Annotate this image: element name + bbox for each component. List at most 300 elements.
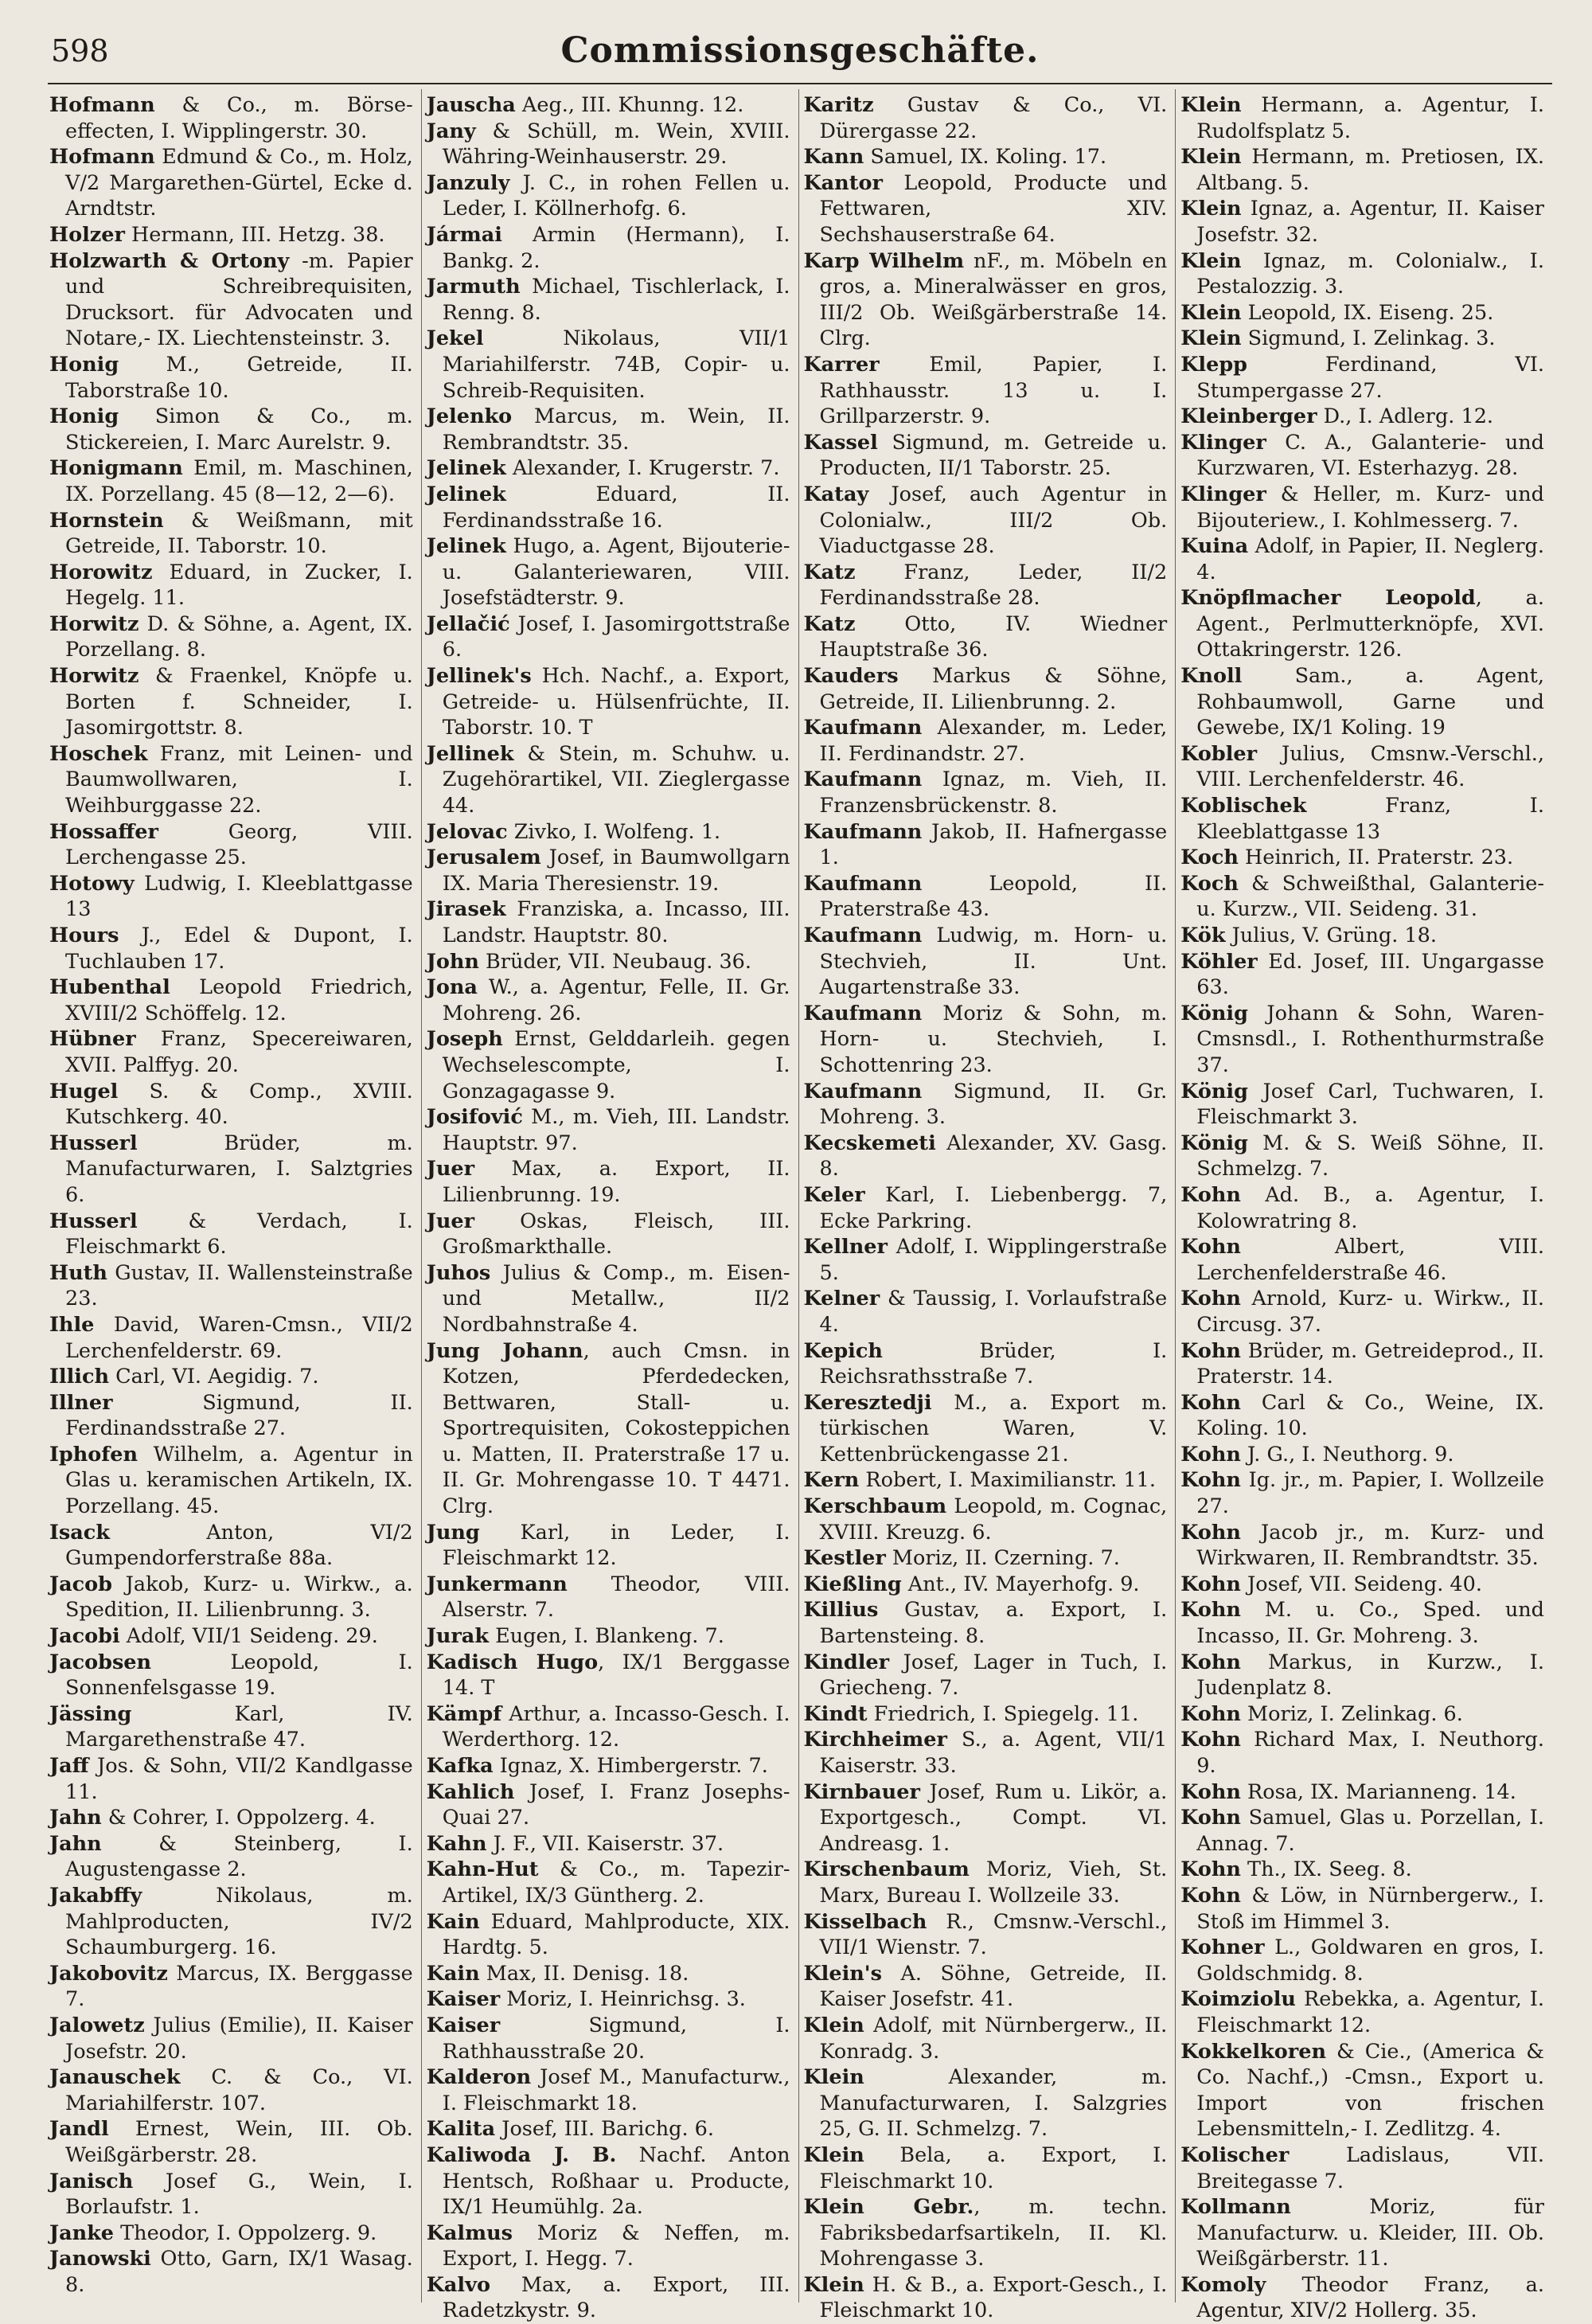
entry-details: David, Waren-Cmsn., VII/2 Lerchenfelderstr. 69. xyxy=(65,1312,413,1363)
directory-entry xyxy=(804,1597,1168,1649)
entry-name: Klein xyxy=(1180,145,1242,170)
directory-entry xyxy=(427,611,790,663)
entry-name: Jelinek xyxy=(426,482,506,506)
entry-details: Marcus, IX. Berggasse 7. xyxy=(65,1961,413,2012)
directory-entry xyxy=(49,352,413,404)
entry-name: Kolischer xyxy=(1180,2142,1290,2167)
directory-entry xyxy=(49,92,413,144)
entry-details: Hugo, a. Agent, Bijouterie- u. Galanteriewaren, VIII. Josefstädterstr. 9. xyxy=(442,534,790,611)
directory-entry xyxy=(49,1079,413,1131)
entry-details: Th., IX. Seeg. 8. xyxy=(1240,1857,1412,1882)
entry-details: Sigmund, II. Gr. Mohreng. 3. xyxy=(819,1079,1168,1130)
entry-details: Adolf, VII/1 Seideng. 29. xyxy=(119,1624,378,1649)
entry-details: & Stein, m. Schuhw. u. Zugehörartikel, VII. Zieglergasse 44. xyxy=(442,741,790,818)
entry-details: Josef G., Wein, I. Borlaufstr. 1. xyxy=(65,2169,413,2220)
entry-name: Klein Gebr. xyxy=(803,2195,974,2220)
entry-details: Michael, Tischlerlack, I. Renng. 8. xyxy=(442,275,790,325)
entry-details: & Co., m. Tapezir-Artikel, IX/3 Güntherg. 2. xyxy=(442,1857,790,1908)
directory-entry xyxy=(427,274,790,326)
directory-entry xyxy=(427,1260,790,1338)
directory-entry xyxy=(804,144,1168,170)
directory-entry xyxy=(804,430,1168,482)
entry-details: Josef M., Manufacturw., I. Fleischmarkt 18. xyxy=(442,2065,790,2115)
entry-name: Jármai xyxy=(426,222,502,247)
entry-details: Adolf, in Papier, II. Neglerg. 4. xyxy=(1196,534,1544,584)
directory-entry xyxy=(1180,1779,1544,1806)
entry-name: Keler xyxy=(803,1182,865,1207)
directory-entry xyxy=(1180,585,1544,663)
entry-details: Markus, in Kurzw., I. Judenplatz 8. xyxy=(1196,1650,1544,1701)
entry-details: Brüder, I. Reichsrathsstraße 7. xyxy=(819,1338,1168,1389)
directory-entry xyxy=(804,1131,1168,1182)
entry-name: Kaiser xyxy=(426,2013,501,2037)
entry-name: Kleinberger xyxy=(1180,404,1317,429)
entry-name: Janzuly xyxy=(426,170,510,195)
directory-entry xyxy=(804,1338,1168,1390)
directory-entry xyxy=(1180,1286,1544,1338)
entry-details: Josef, I. Jasomirgottstraße 6. xyxy=(442,611,790,662)
directory-entry xyxy=(427,663,790,741)
entry-name: Kohn xyxy=(1180,1338,1241,1363)
entry-details: Oskas, Fleisch, III. Großmarkthalle. xyxy=(442,1209,790,1260)
entry-details: Samuel, Glas u. Porzellan, I. Annag. 7. xyxy=(1196,1806,1544,1856)
entry-name: Klein xyxy=(1180,248,1242,273)
entry-details: Franz, mit Leinen- und Baumwollwaren, I. Weihburggasse 22. xyxy=(65,741,413,818)
directory-entry xyxy=(804,1234,1168,1286)
page-number: 598 xyxy=(51,33,109,68)
entry-details: Josef Carl, Tuchwaren, I. Fleischmarkt 3. xyxy=(1196,1079,1544,1130)
directory-entry xyxy=(49,560,413,611)
entry-details: Josef, auch Agentur in Colonialw., III/2 Ob. Viaductgasse 28. xyxy=(819,482,1168,559)
directory-entry xyxy=(427,845,790,896)
column-4 xyxy=(1175,89,1552,2323)
entry-details: & Cohrer, I. Oppolzerg. 4. xyxy=(101,1806,376,1830)
entry-details: Leopold, m. Cognac, XVIII. Kreuzg. 6. xyxy=(819,1494,1168,1545)
directory-entry xyxy=(49,819,413,871)
directory-entry xyxy=(49,975,413,1026)
entry-details: A. Söhne, Getreide, II. Kaiser Josefstr. 41. xyxy=(819,1961,1168,2012)
entry-details: M. u. Co., Sped. und Incasso, II. Gr. Mohreng. 3. xyxy=(1196,1598,1544,1649)
entry-details: Robert, I. Maximilianstr. 11. xyxy=(859,1468,1156,1493)
entry-details: & Cie., (America & Co. Nachf.,) -Cmsn., Export u. Import von frischen Lebensmitteln,- I. Zedlitzg. 4. xyxy=(1196,2039,1544,2142)
directory-entry xyxy=(804,1650,1168,1701)
directory-entry xyxy=(1180,1520,1544,1572)
entry-details: Josef, I. Franz Josephs-Quai 27. xyxy=(442,1779,790,1830)
entry-name: Kalderon xyxy=(426,2065,532,2090)
entry-name: Kobler xyxy=(1180,741,1258,766)
entry-details: Rebekka, a. Agentur, I. Fleischmarkt 12. xyxy=(1196,1987,1544,2037)
directory-entry xyxy=(427,2116,790,2142)
entry-name: Hotowy xyxy=(49,871,135,896)
entry-name: Kohn xyxy=(1180,1728,1241,1752)
entry-name: Jarmuth xyxy=(426,275,521,299)
entry-name: Kalmus xyxy=(426,2220,513,2245)
entry-details: Heinrich, II. Praterstr. 23. xyxy=(1238,846,1514,870)
directory-entry xyxy=(427,1156,790,1208)
entry-name: Kirchheimer xyxy=(803,1728,947,1752)
entry-details: J., Edel & Dupont, I. Tuchlauben 17. xyxy=(65,924,413,974)
directory-entry xyxy=(427,1961,790,1987)
entry-name: Kecskemeti xyxy=(803,1131,936,1155)
entry-name: Kassel xyxy=(803,430,878,455)
entry-name: Kahn xyxy=(426,1831,487,1856)
entry-name: Jässing xyxy=(49,1701,132,1726)
directory-columns xyxy=(48,89,1552,2323)
directory-entry xyxy=(49,1701,413,1753)
entry-details: & Fraenkel, Knöpfe u. Borten f. Schneider, I. Jasomirgottstr. 8. xyxy=(65,664,413,740)
directory-entry xyxy=(804,1079,1168,1131)
entry-details: Eduard, Mahlproducte, XIX. Hardtg. 5. xyxy=(442,1909,790,1960)
directory-entry xyxy=(1180,1182,1544,1234)
entry-details: M., Getreide, II. Taborstraße 10. xyxy=(65,352,413,403)
directory-entry xyxy=(427,896,790,948)
directory-entry xyxy=(427,1753,790,1779)
entry-details: Marcus, m. Wein, II. Rembrandtstr. 35. xyxy=(442,404,790,455)
entry-details: Ant., IV. Mayerhofg. 9. xyxy=(901,1572,1140,1596)
entry-details: Franz, I. Kleeblattgasse 13 xyxy=(1196,794,1544,844)
entry-details: -m. Papier und Schreibrequisiten, Drucksort. für Advocaten und Notare,- IX. Liechtensteinstr. 3. xyxy=(65,248,413,351)
directory-entry xyxy=(427,326,790,404)
entry-name: Klein xyxy=(1180,326,1242,351)
entry-name: Kohn xyxy=(1180,1598,1241,1623)
entry-details: Julius, V. Grüng. 18. xyxy=(1225,924,1437,947)
directory-entry xyxy=(1180,1390,1544,1442)
entry-name: Köhler xyxy=(1180,949,1258,974)
directory-entry xyxy=(427,1520,790,1572)
entry-details: Josef, Rum u. Likör, a. Exportgesch., Compt. VI. Andreasg. 1. xyxy=(819,1779,1168,1856)
directory-entry xyxy=(427,2272,790,2324)
directory-entry xyxy=(1180,663,1544,741)
directory-entry xyxy=(49,248,413,352)
entry-details: S. & Comp., XVIII. Kutschkerg. 40. xyxy=(65,1079,413,1130)
directory-entry xyxy=(427,975,790,1026)
directory-entry xyxy=(49,1131,413,1209)
directory-entry xyxy=(427,1779,790,1831)
entry-details: Rosa, IX. Marianneng. 14. xyxy=(1240,1779,1516,1804)
directory-entry xyxy=(1180,949,1544,1001)
entry-name: Josifović xyxy=(426,1105,523,1130)
entry-details: Jakob, Kurz- u. Wirkw., a. Spedition, II. Lilienbrunng. 3. xyxy=(65,1572,413,1623)
entry-name: Hossaffer xyxy=(49,819,158,844)
entry-name: Klepp xyxy=(1180,352,1247,377)
directory-entry xyxy=(804,1909,1168,1961)
entry-details: J. F., VII. Kaiserstr. 37. xyxy=(486,1831,724,1856)
directory-entry xyxy=(49,2246,413,2298)
entry-name: Honig xyxy=(49,352,119,377)
entry-details: & Schweißthal, Galanterie- u. Kurzw., VII. Seideng. 31. xyxy=(1196,871,1544,922)
entry-name: Illner xyxy=(49,1390,113,1415)
directory-entry xyxy=(1180,923,1544,949)
entry-name: Kain xyxy=(426,1961,480,1986)
entry-name: Junkermann xyxy=(426,1572,568,1596)
entry-details: Brüder, m. Getreideprod., II. Praterstr. 14. xyxy=(1196,1338,1544,1389)
entry-details: Nikolaus, VII/1 Mariahilferstr. 74B, Copir- u. Schreib-Requisiten. xyxy=(442,326,790,403)
entry-name: Jacob xyxy=(49,1572,112,1596)
entry-details: Ad. B., a. Agentur, I. Kolowratring 8. xyxy=(1196,1182,1544,1233)
entry-details: Georg, VIII. Lerchengasse 25. xyxy=(65,819,413,870)
directory-entry xyxy=(49,1623,413,1650)
directory-entry xyxy=(49,1026,413,1078)
directory-entry xyxy=(1180,482,1544,533)
entry-name: Janowski xyxy=(49,2247,151,2271)
entry-details: Brüder, VII. Neubaug. 36. xyxy=(478,949,752,974)
entry-details: Julius & Comp., m. Eisen- und Metallw., II/2 Nordbahnstraße 4. xyxy=(442,1260,790,1337)
directory-entry xyxy=(804,1857,1168,1908)
entry-name: Karrer xyxy=(803,352,880,377)
entry-details: Eduard, in Zucker, I. Hegelg. 11. xyxy=(65,560,413,611)
entry-details: Albert, VIII. Lerchenfelderstraße 46. xyxy=(1196,1235,1544,1285)
directory-entry xyxy=(804,1182,1168,1234)
directory-entry xyxy=(49,2116,413,2168)
entry-name: Isack xyxy=(49,1520,111,1545)
entry-name: Kestler xyxy=(803,1546,886,1571)
entry-details: Theodor Franz, a. Agentur, XIV/2 Hollerg. 35. xyxy=(1196,2272,1544,2323)
entry-details: Moriz & Sohn, m. Horn- u. Stechvieh, I. Schottenring 23. xyxy=(819,1001,1168,1077)
entry-details: Brüder, m. Manufacturwaren, I. Salztgries 6. xyxy=(65,1131,413,1207)
entry-details: J. G., I. Neuthorg. 9. xyxy=(1240,1442,1454,1467)
directory-entry xyxy=(804,1701,1168,1728)
entry-details: Nachf. Anton Hentsch, Roßhaar u. Producte, IX/1 Heumühlg. 2a. xyxy=(442,2142,790,2220)
directory-entry xyxy=(1180,248,1544,300)
entry-name: Kisselbach xyxy=(803,1909,927,1934)
directory-entry xyxy=(49,1650,413,1701)
directory-entry xyxy=(804,170,1168,248)
entry-details: Ignaz, m. Vieh, II. Franzensbrückenstr. 8. xyxy=(819,768,1168,818)
entry-name: Klein xyxy=(803,2013,864,2037)
entry-details: , auch Cmsn. in Kotzen, Pferdedecken, Bettwaren, Stall- u. Sportrequisiten, Cokosteppichen u. Matten, II. Praterstraße 17 u. II. Gr. Mohrengasse 10. T 4471. Clrg. xyxy=(442,1338,790,1519)
directory-entry xyxy=(49,1209,413,1260)
entry-details: Ignaz, a. Agentur, II. Kaiser Josefstr. 32. xyxy=(1196,197,1544,247)
directory-entry xyxy=(1180,533,1544,585)
directory-entry xyxy=(49,2013,413,2064)
directory-entry xyxy=(427,170,790,222)
entry-details: Zivko, I. Wolfeng. 1. xyxy=(507,819,721,844)
entry-details: Franz, Specereiwaren, XVII. Palffyg. 20. xyxy=(65,1027,413,1077)
entry-details: Gustav, II. Wallensteinstraße 23. xyxy=(65,1260,413,1311)
directory-entry xyxy=(804,663,1168,715)
entry-name: Kauders xyxy=(803,664,899,689)
entry-name: Joseph xyxy=(426,1027,503,1052)
entry-name: König xyxy=(1180,1001,1248,1025)
directory-entry xyxy=(427,1026,790,1104)
directory-entry xyxy=(804,248,1168,352)
entry-name: Jelenko xyxy=(426,404,513,429)
entry-name: Kantor xyxy=(803,170,883,195)
directory-entry xyxy=(1180,2039,1544,2142)
directory-entry xyxy=(804,1545,1168,1572)
entry-name: Kollmann xyxy=(1180,2195,1291,2220)
directory-entry xyxy=(1180,1805,1544,1857)
directory-entry xyxy=(1180,1727,1544,1779)
directory-entry xyxy=(1180,2194,1544,2272)
directory-entry xyxy=(804,560,1168,611)
entry-details: Alexander, m. Leder, II. Ferdinandstr. 27. xyxy=(819,716,1168,766)
directory-entry xyxy=(1180,352,1544,404)
entry-name: Jandl xyxy=(49,2117,109,2142)
entry-name: Husserl xyxy=(49,1131,138,1155)
entry-details: Hermann, m. Pretiosen, IX. Altbang. 5. xyxy=(1196,145,1544,195)
entry-details: Ernest, Wein, III. Ob. Weißgärberstr. 28. xyxy=(65,2117,413,2167)
entry-name: Juhos xyxy=(426,1260,491,1285)
directory-entry xyxy=(427,1650,790,1701)
entry-name: Hofmann xyxy=(49,93,155,117)
entry-name: Kohner xyxy=(1180,1935,1265,1960)
directory-entry xyxy=(427,741,790,819)
entry-details: Ernst, Gelddarleih. gegen Wechselescompte, I. Gonzagagasse 9. xyxy=(442,1027,790,1103)
directory-entry xyxy=(804,2142,1168,2194)
entry-details: Leopold Friedrich, XVIII/2 Schöffelg. 12. xyxy=(65,975,413,1025)
entry-details: Emil, m. Maschinen, IX. Porzellang. 45 (8—12, 2—6). xyxy=(65,456,413,506)
entry-details: Moriz, Vieh, St. Marx, Bureau I. Wollzeile 33. xyxy=(819,1857,1168,1908)
directory-entry xyxy=(804,611,1168,663)
directory-entry xyxy=(49,1831,413,1883)
entry-name: Kohn xyxy=(1180,1442,1241,1467)
entry-details: , m. techn. Fabriksbedarfsartikeln, II. Kl. Mohrengasse 3. xyxy=(819,2195,1168,2271)
entry-name: Jelinek xyxy=(426,456,506,481)
directory-entry xyxy=(427,455,790,482)
entry-name: Kaufmann xyxy=(803,768,923,792)
entry-name: Kohn xyxy=(1180,1806,1241,1830)
entry-details: Theodor, VIII. Alserstr. 7. xyxy=(442,1572,790,1623)
directory-entry xyxy=(804,715,1168,767)
entry-details: Sigmund, I. Rathhausstraße 20. xyxy=(442,2013,790,2064)
directory-entry xyxy=(804,1001,1168,1079)
entry-details: Alexander, XV. Gasg. 8. xyxy=(819,1131,1168,1182)
entry-details: Samuel, IX. Koling. 17. xyxy=(864,145,1107,170)
entry-name: Iphofen xyxy=(49,1442,139,1467)
entry-name: Kaufmann xyxy=(803,1079,923,1103)
entry-name: Kohn xyxy=(1180,1650,1241,1674)
entry-name: Katz xyxy=(803,560,856,584)
directory-entry xyxy=(1180,741,1544,793)
entry-details: Josef, III. Barichg. 6. xyxy=(495,2117,715,2142)
page-title: Commissionsgeschäfte. xyxy=(560,30,1040,71)
directory-entry xyxy=(1180,1467,1544,1519)
entry-details: M. & S. Weiß Söhne, II. Schmelzg. 7. xyxy=(1196,1131,1544,1182)
entry-details: Sigmund, m. Getreide u. Producten, II/1 Taborstr. 25. xyxy=(819,430,1168,481)
directory-entry xyxy=(49,1312,413,1364)
entry-name: Kalita xyxy=(426,2117,496,2142)
directory-entry xyxy=(427,1572,790,1623)
entry-details: Hermann, III. Hetzg. 38. xyxy=(124,222,385,247)
entry-name: Jahn xyxy=(49,1831,102,1856)
directory-entry xyxy=(427,1831,790,1857)
entry-name: Klinger xyxy=(1180,482,1266,506)
entry-details: Anton, VI/2 Gumpendorferstraße 88a. xyxy=(65,1520,413,1571)
entry-details: Jakob, II. Hafnergasse 1. xyxy=(819,819,1168,870)
entry-details: W., a. Agentur, Felle, II. Gr. Mohreng. 26. xyxy=(442,975,790,1025)
entry-details: Alexander, m. Manufacturwaren, I. Salzgries 25, G. II. Schmelzg. 7. xyxy=(819,2065,1168,2142)
entry-name: Hübner xyxy=(49,1027,136,1052)
entry-name: Klein xyxy=(1180,93,1242,117)
entry-name: Karp Wilhelm xyxy=(803,248,965,273)
entry-details: Moriz, für Manufacturw. u. Kleider, III. Ob. Weißgärberstr. 11. xyxy=(1196,2195,1544,2271)
entry-details: C. A., Galanterie- und Kurzwaren, VI. Esterhazyg. 28. xyxy=(1196,430,1544,481)
directory-entry xyxy=(804,1390,1168,1468)
entry-details: Johann & Sohn, Waren-Cmsnsdl., I. Rothenthurmstraße 37. xyxy=(1196,1001,1544,1077)
entry-name: Kindt xyxy=(803,1701,868,1726)
page-header xyxy=(48,29,1552,80)
entry-name: Kaufmann xyxy=(803,1001,923,1025)
column-3 xyxy=(798,89,1176,2323)
directory-entry xyxy=(804,819,1168,871)
directory-entry xyxy=(427,482,790,533)
entry-details: Theodor, I. Oppolzerg. 9. xyxy=(114,2220,377,2245)
entry-details: R., Cmsnw.-Verschl., VII/1 Wienstr. 7. xyxy=(819,1909,1168,1960)
entry-name: Ihle xyxy=(49,1312,95,1337)
directory-entry xyxy=(804,1727,1168,1779)
entry-name: Horwitz xyxy=(49,664,139,689)
entry-name: Komoly xyxy=(1180,2272,1266,2297)
entry-name: Kohn xyxy=(1180,1182,1241,1207)
directory-entry xyxy=(427,119,790,170)
directory-entry xyxy=(49,2169,413,2220)
directory-entry xyxy=(1180,196,1544,248)
entry-name: Klein xyxy=(803,2065,864,2090)
directory-entry xyxy=(49,508,413,560)
entry-details: & Löw, in Nürnbergerw., I. Stoß im Himmel 3. xyxy=(1196,1883,1544,1934)
directory-entry xyxy=(427,1209,790,1260)
entry-details: Hch. Nachf., a. Export, Getreide- u. Hülsenfrüchte, II. Taborstr. 10. T xyxy=(442,664,790,740)
entry-name: Hubenthal xyxy=(49,975,170,1000)
directory-entry xyxy=(1180,1935,1544,1986)
entry-name: Kießling xyxy=(803,1572,902,1596)
directory-entry xyxy=(1180,1650,1544,1701)
directory-entry xyxy=(49,1572,413,1623)
entry-name: Knöpflmacher Leopold xyxy=(1180,586,1476,611)
directory-entry xyxy=(804,2272,1168,2324)
entry-details: M., m. Vieh, III. Landstr. Hauptstr. 97. xyxy=(442,1105,790,1155)
entry-details: Max, a. Export, II. Lilienbrunng. 19. xyxy=(442,1157,790,1207)
entry-details: Gustav, a. Export, I. Bartensteing. 8. xyxy=(819,1598,1168,1649)
entry-details: Leopold, Producte und Fettwaren, XIV. Sechshauserstraße 64. xyxy=(819,170,1168,247)
entry-details: M., a. Export m. türkischen Waren, V. Kettenbrückengasse 21. xyxy=(819,1390,1168,1467)
directory-entry xyxy=(1180,144,1544,196)
entry-name: John xyxy=(426,949,479,974)
entry-name: Kokkelkoren xyxy=(1180,2039,1326,2064)
entry-details: Adolf, mit Nürnbergerw., II. Konradg. 3. xyxy=(819,2013,1168,2064)
directory-entry xyxy=(804,92,1168,144)
entry-details: & Heller, m. Kurz- und Bijouteriew., I. Kohlmesserg. 7. xyxy=(1196,482,1544,533)
entry-details: Sigmund, I. Zelinkag. 3. xyxy=(1241,326,1496,351)
entry-details: Arnold, Kurz- u. Wirkw., II. Circusg. 37. xyxy=(1196,1287,1544,1337)
directory-entry xyxy=(1180,1001,1544,1079)
directory-entry xyxy=(804,871,1168,923)
entry-name: Kann xyxy=(803,145,864,170)
directory-entry xyxy=(804,767,1168,818)
entry-details: & Taussig, I. Vorlaufstraße 4. xyxy=(819,1287,1168,1337)
entry-name: Kohn xyxy=(1180,1883,1241,1908)
entry-name: Klein xyxy=(803,2272,864,2297)
entry-name: Koimziolu xyxy=(1180,1987,1296,2012)
directory-entry xyxy=(427,1909,790,1961)
entry-name: Kafka xyxy=(426,1754,494,1778)
directory-entry xyxy=(49,1961,413,2013)
entry-details: Eugen, I. Blankeng. 7. xyxy=(488,1624,724,1649)
directory-entry xyxy=(49,611,413,663)
directory-entry xyxy=(427,1701,790,1753)
entry-details: & Steinberg, I. Augustengasse 2. xyxy=(65,1831,413,1882)
entry-name: Knoll xyxy=(1180,664,1243,689)
entry-name: Kahn-Hut xyxy=(426,1857,539,1882)
entry-details: Moriz, I. Heinrichsg. 3. xyxy=(500,1987,746,2012)
directory-entry xyxy=(427,404,790,455)
entry-details: Ignaz, X. Himbergerstr. 7. xyxy=(493,1754,768,1778)
entry-name: Kahlich xyxy=(426,1779,515,1804)
directory-entry xyxy=(1180,1338,1544,1390)
directory-entry xyxy=(1180,300,1544,326)
directory-entry xyxy=(1180,845,1544,871)
